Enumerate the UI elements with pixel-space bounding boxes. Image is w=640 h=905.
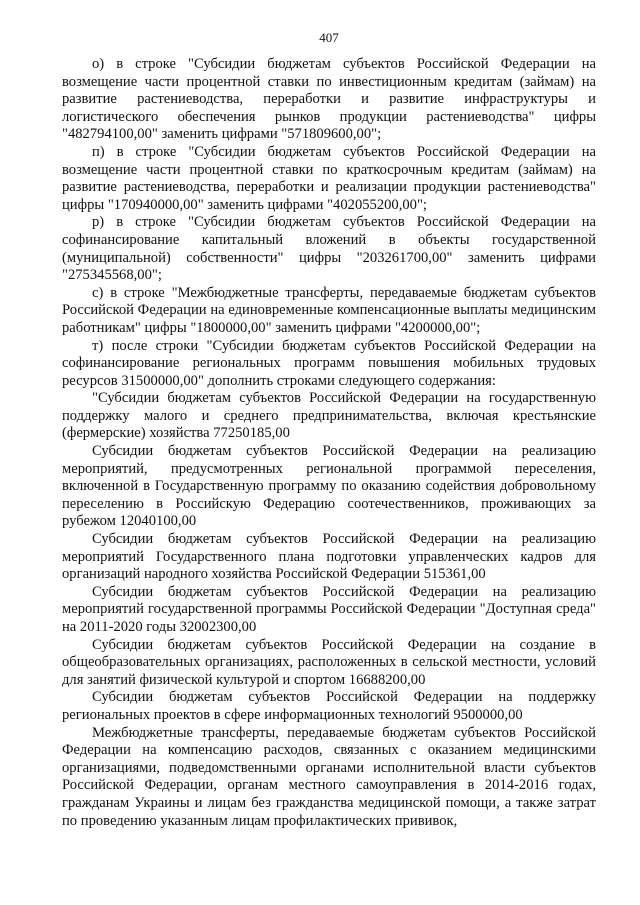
paragraph-subsidy-rural-sports: Субсидии бюджетам субъектов Российской Федерации на создание в общеобразовательных организациях, расположенных в сельской местности, условий для занятий физической культурой и спортом 16688200,00	[62, 636, 596, 688]
paragraph-subsidy-it-projects: Субсидии бюджетам субъектов Российской Федерации на поддержку региональных проектов в сфере информационных технологий 9500000,00	[62, 689, 596, 723]
paragraph-s: с) в строке "Межбюджетные трансферты, передаваемые бюджетам субъектов Российской Федерации на единовременные компенсационные выплаты медицинским работникам" цифры "1800000,00" заменить цифрами "4200000,00";	[62, 284, 596, 336]
paragraph-o: о) в строке "Субсидии бюджетам субъектов Российской Федерации на возмещение части процентной ставки по инвестиционным кредитам (займам) на развитие растениеводства, переработки и развитие инфраструктуры и логистического обеспечения рынков продукции растениеводства" цифры "482794100,00" заменить цифрами "571809600,00";	[62, 56, 596, 143]
document-page	[62, 30, 596, 890]
paragraph-r: р) в строке "Субсидии бюджетам субъектов Российской Федерации на софинансирование капитальный вложений в объекты государственной (муниципальной) собственности" цифры "203261700,00" заменить цифрами "275345568,00";	[62, 214, 596, 284]
paragraph-subsidy-small-business: "Субсидии бюджетам субъектов Российской Федерации на государственную поддержку малого и среднего предпринимательства, включая крестьянские (фермерские) хозяйства 77250185,00	[62, 390, 596, 442]
paragraph-subsidy-accessible-environment: Субсидии бюджетам субъектов Российской Федерации на реализацию мероприятий государственной программы Российской Федерации "Доступная среда" на 2011-2020 годы 32002300,00	[62, 583, 596, 635]
paragraph-subsidy-resettlement: Субсидии бюджетам субъектов Российской Федерации на реализацию мероприятий, предусмотренных региональной программой переселения, включенной в Государственную программу по оказанию содействия добровольному переселению в Российскую Федерацию соотечественников, проживающих за рубежом 12040100,00	[62, 443, 596, 530]
paragraph-p: п) в строке "Субсидии бюджетам субъектов Российской Федерации на возмещение части процентной ставки по краткосрочным кредитам (займам) на развитие растениеводства, переработки и реализации продукции растениеводства" цифры "170940000,00" заменить цифрами "402055200,00";	[62, 143, 596, 213]
page-number: 407	[319, 30, 339, 45]
paragraph-transfers-medical-aid: Межбюджетные трансферты, передаваемые бюджетам субъектов Российской Федерации на компенсацию расходов, связанных с оказанием медицинскими организациями, подведомственными органами исполнительной власти субъектов Российской Федерации, органам местного самоуправления в 2014-2016 годах, гражданам Украины и лицам без гражданства медицинской помощи, а также затрат по проведению указанным лицам профилактических прививок,	[62, 724, 596, 829]
paragraph-t: т) после строки "Субсидии бюджетам субъектов Российской Федерации на софинансирование региональных программ повышения мобильных трудовых ресурсов 31500000,00" дополнить строками следующего содержания:	[62, 337, 596, 389]
paragraph-subsidy-management-training: Субсидии бюджетам субъектов Российской Федерации на реализацию мероприятий Государственного плана подготовки управленческих кадров для организаций народного хозяйства Российской Федерации 515361,00	[62, 531, 596, 583]
